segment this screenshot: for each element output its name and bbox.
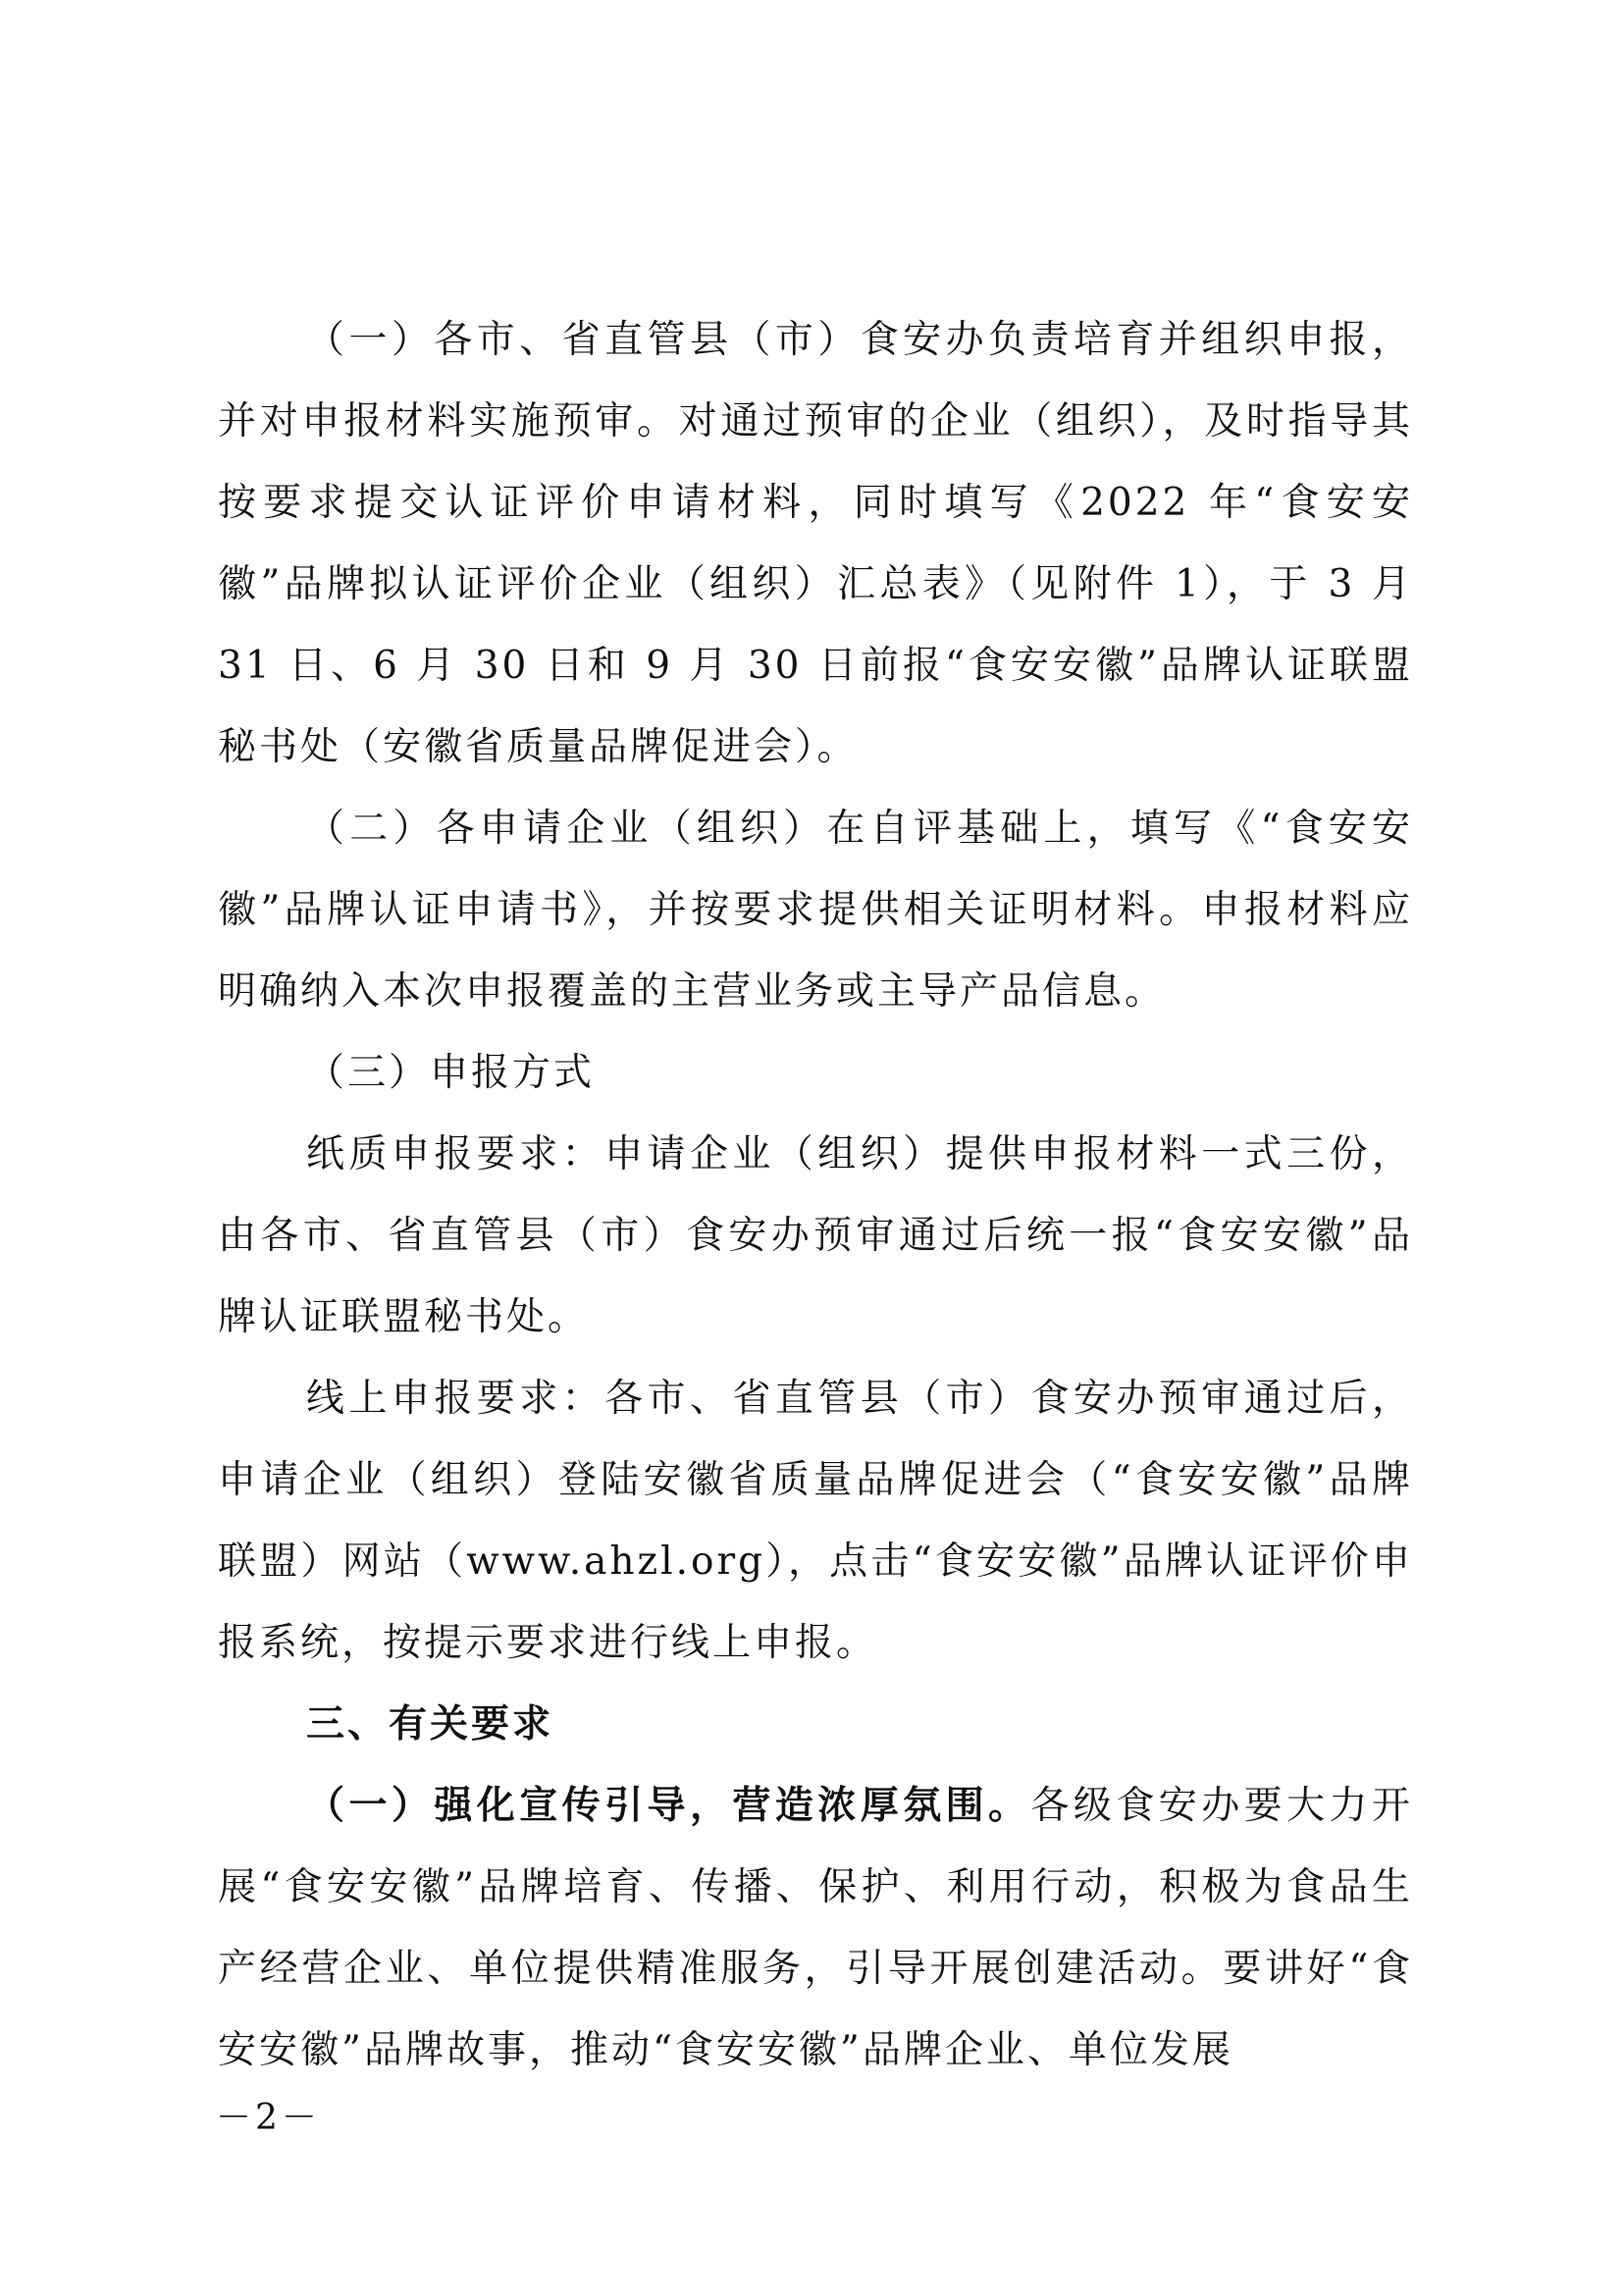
paragraph-7-lead: （一）强化宣传引导，营造浓厚氛围。 xyxy=(306,1784,1031,1828)
paragraph-1: （一）各市、省直管县（市）食安办负责培育并组织申报，并对申报材料实施预审。对通过预审的企业（组织），及时指导其按要求提交认证评价申请材料，同时填写《2022 年“食安安徽”品牌拟认证评价企业（组织）汇总表》（见附件 1），于 3 月 31 日、6 月 30 日和 9 月 30 日前报“食安安徽”品牌认证联盟秘书处（安徽省质量品牌促进会）。 xyxy=(218,318,1413,769)
page-number: －2－ xyxy=(216,2098,321,2138)
paragraph-4: 纸质申报要求：申请企业（组织）提供申报材料一式三份，由各市、省直管县（市）食安办预审通过后统一报“食安安徽”品牌认证联盟秘书处。 xyxy=(218,1132,1413,1339)
paragraph-2: （二）各申请企业（组织）在自评基础上，填写《“食安安徽”品牌认证申请书》，并按要求提供相关证明材料。申报材料应明确纳入本次申报覆盖的主营业务或主导产品信息。 xyxy=(218,807,1413,1014)
paragraph-5: 线上申报要求：各市、省直管县（市）食安办预审通过后，申请企业（组织）登陆安徽省质量品牌促进会（“食安安徽”品牌联盟）网站（www.ahzl.org），点击“食安安徽”品牌认证评价申报系统，按提示要求进行线上申报。 xyxy=(218,1377,1413,1665)
document-body xyxy=(218,299,1413,2091)
paragraph-3-heading: （三）申报方式 xyxy=(306,1051,596,1095)
section-heading-3: 三、有关要求 xyxy=(306,1702,554,1747)
paragraph-7 xyxy=(218,1765,1413,2091)
paragraph-7-body: 各级食安办要大力开展“食安安徽”品牌培育、传播、保护、利用行动，积极为食品生产经营企业、单位提供精准服务，引导开展创建活动。要讲好“食安安徽”品牌故事，推动“食安安徽”品牌企业、单位发展 xyxy=(218,1784,1413,2072)
